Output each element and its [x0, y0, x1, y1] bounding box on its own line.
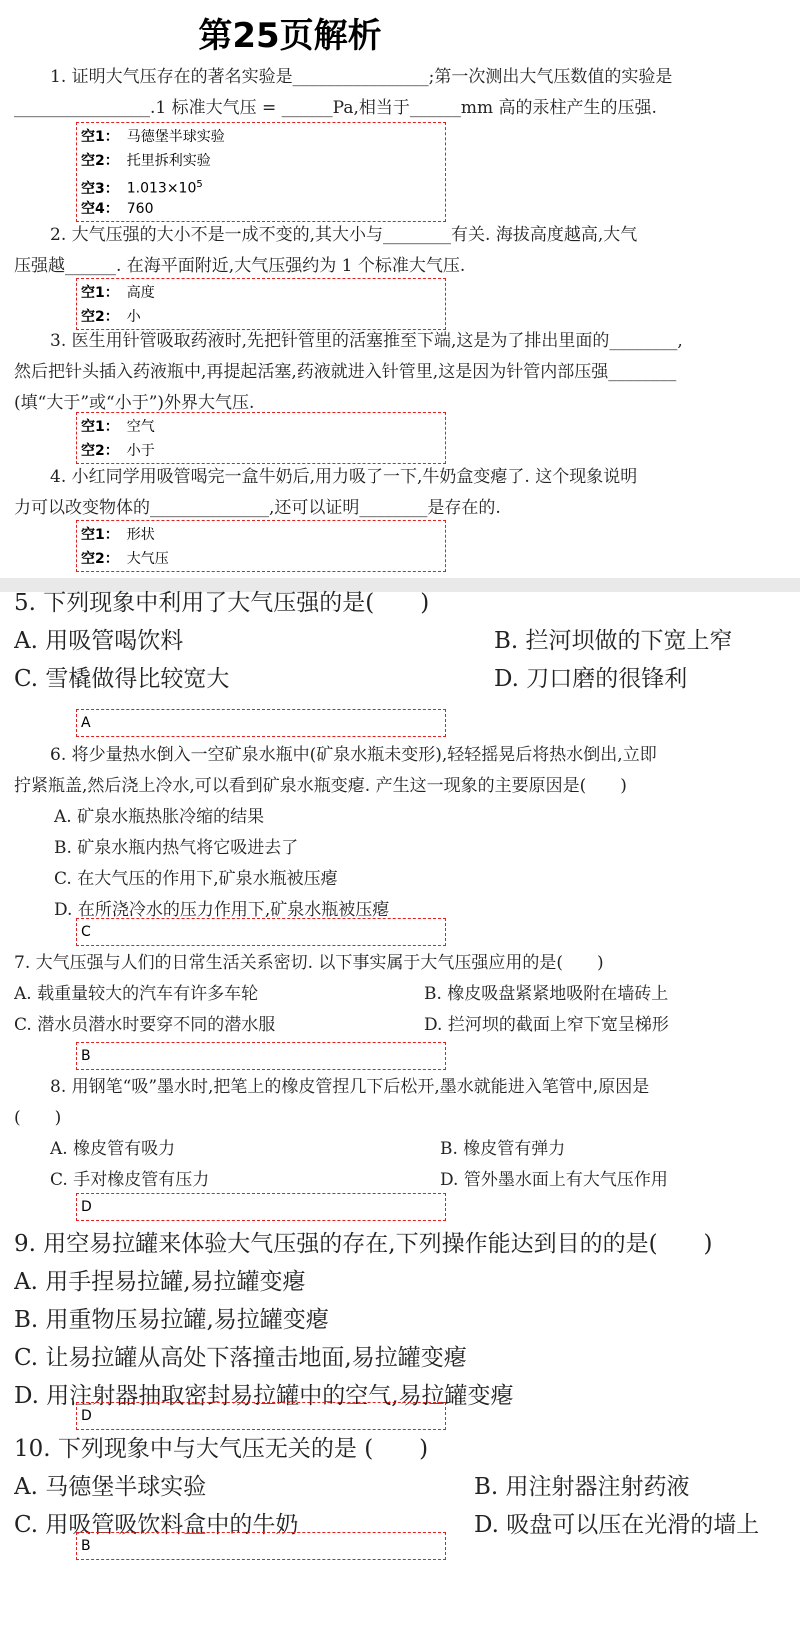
answer-row: 空1： 高度: [81, 285, 155, 301]
option-b: B. 矿泉水瓶内热气将它吸进去了: [54, 838, 299, 858]
question-3: [14, 326, 789, 419]
question-9-stem: 9. 用空易拉罐来体验大气压强的存在,下列操作能达到目的的是( ): [14, 1231, 713, 1257]
question-5-options-row-1: [14, 622, 789, 660]
option-c: C. 潜水员潜水时要穿不同的潜水服: [14, 1015, 276, 1035]
answer-row: 空3： $1.013\times 10^5$: [81, 179, 203, 197]
answer-box-6: [76, 918, 446, 946]
answer-value: D: [81, 1199, 92, 1215]
question-5-options-row-2: [14, 660, 789, 698]
option-b: B. 用重物压易拉罐,易拉罐变瘪: [14, 1307, 329, 1333]
question-4-line-1: 4. 小红同学用吸管喝完一盒牛奶后,用力吸了一下,牛奶盒变瘪了. 这个现象说明: [50, 467, 638, 487]
question-10-options-row-1: [14, 1468, 789, 1506]
question-2: [14, 220, 789, 282]
question-8-line-1: 8. 用钢笔“吸”墨水时,把笔上的橡皮管捏几下后松开,墨水就能进入笔管中,原因是: [50, 1077, 650, 1097]
question-7-options-row-2: [14, 1010, 789, 1041]
answer-row: 空2： 托里拆利实验: [81, 153, 211, 169]
option-d: D. 管外墨水面上有大气压作用: [440, 1170, 668, 1190]
question-5-stem: 5. 下列现象中利用了大气压强的是( ): [14, 590, 430, 616]
question-7: [14, 948, 789, 1041]
option-c: C. 用吸管吸饮料盒中的牛奶: [14, 1512, 299, 1538]
answer-box-2: [76, 278, 446, 330]
option-c: C. 雪橇做得比较宽大: [14, 666, 230, 692]
option-b: B. 橡皮吸盘紧紧地吸附在墙砖上: [424, 984, 669, 1004]
answer-box-5: [76, 709, 446, 737]
question-1: [14, 62, 789, 124]
option-b: B. 用注射器注射药液: [474, 1474, 690, 1500]
question-1-line-2: ________________.1 标准大气压 = ______Pa,相当于______mm 高的汞柱产生的压强.: [14, 98, 657, 118]
question-8: [14, 1072, 789, 1196]
question-2-line-2: 压强越______. 在海平面附近,大气压强约为 1 个标准大气压.: [14, 256, 466, 276]
option-a: A. 马德堡半球实验: [14, 1474, 207, 1500]
question-2-line-1: 2. 大气压强的大小不是一成不变的,其大小与________有关. 海拔高度越高,大气: [50, 225, 638, 245]
question-8-line-2: ( ): [14, 1108, 62, 1128]
question-4-line-2: 力可以改变物体的______________,还可以证明________是存在的.: [14, 498, 501, 518]
option-a: A. 矿泉水瓶热胀冷缩的结果: [54, 807, 265, 827]
answer-value: C: [81, 924, 91, 940]
question-6: [14, 740, 789, 926]
option-d: D. 拦河坝的截面上窄下宽呈梯形: [424, 1015, 669, 1035]
answer-value: B: [81, 1538, 91, 1554]
question-6-line-2: 拧紧瓶盖,然后浇上冷水,可以看到矿泉水瓶变瘪. 产生这一现象的主要原因是( ): [14, 776, 627, 796]
answer-box-10: [76, 1532, 446, 1560]
answer-value: D: [81, 1408, 92, 1424]
option-a: A. 用吸管喝饮料: [14, 628, 184, 654]
question-8-options-row-1: [14, 1134, 789, 1165]
answer-row: 空1： 形状: [81, 527, 155, 543]
option-c: C. 在大气压的作用下,矿泉水瓶被压瘪: [54, 869, 338, 889]
question-8-options-row-2: [14, 1165, 789, 1196]
question-7-options-row-1: [14, 979, 789, 1010]
answer-row: 空2： 大气压: [81, 551, 169, 567]
answer-row: 空2： 小: [81, 309, 141, 325]
answer-value: B: [81, 1048, 91, 1064]
option-c: C. 让易拉罐从高处下落撞击地面,易拉罐变瘪: [14, 1345, 467, 1371]
question-4: [14, 462, 789, 524]
answer-row: 空1： 空气: [81, 419, 155, 435]
question-3-line-3: (填“大于”或“小于”)外界大气压.: [14, 393, 255, 413]
question-6-line-1: 6. 将少量热水倒入一空矿泉水瓶中(矿泉水瓶未变形),轻轻摇晃后将热水倒出,立即: [50, 745, 657, 765]
question-10-stem: 10. 下列现象中与大气压无关的是 ( ): [14, 1436, 429, 1462]
answer-box-7: [76, 1042, 446, 1070]
question-9: [14, 1225, 789, 1415]
question-7-stem: 7. 大气压强与人们的日常生活关系密切. 以下事实属于大气压强应用的是( ): [14, 953, 604, 973]
answer-row: 空4： 760: [81, 201, 154, 217]
question-10: [14, 1430, 789, 1544]
option-d: D. 刀口磨的很锋利: [494, 666, 688, 692]
question-3-line-2: 然后把针头插入药液瓶中,再提起活塞,药液就进入针管里,这是因为针管内部压强________: [14, 362, 677, 382]
option-d: D. 吸盘可以压在光滑的墙上: [474, 1512, 760, 1538]
page-title: 第25页解析: [198, 16, 382, 56]
question-1-line-1: 1. 证明大气压存在的著名实验是________________;第一次测出大气压数值的实验是: [50, 67, 673, 87]
answer-box-4: [76, 520, 446, 572]
answer-box-8: [76, 1193, 446, 1221]
option-a: A. 橡皮管有吸力: [50, 1139, 176, 1159]
answer-row: 空2： 小于: [81, 443, 155, 459]
answer-box-3: [76, 412, 446, 464]
option-a: A. 载重量较大的汽车有许多车轮: [14, 984, 259, 1004]
option-b: B. 橡皮管有弹力: [440, 1139, 566, 1159]
answer-box-9: [76, 1402, 446, 1430]
answer-value: A: [81, 715, 91, 731]
option-d: D. 用注射器抽取密封易拉罐中的空气,易拉罐变瘪: [14, 1383, 514, 1409]
question-5: [14, 584, 789, 698]
option-c: C. 手对橡皮管有压力: [50, 1170, 210, 1190]
option-b: B. 拦河坝做的下宽上窄: [494, 628, 733, 654]
question-3-line-1: 3. 医生用针管吸取药液时,先把针管里的活塞推至下端,这是为了排出里面的________,: [50, 331, 683, 351]
option-d: D. 在所浇冷水的压力作用下,矿泉水瓶被压瘪: [54, 900, 390, 920]
option-a: A. 用手捏易拉罐,易拉罐变瘪: [14, 1269, 306, 1295]
answer-row: 空1： 马德堡半球实验: [81, 129, 225, 145]
answer-box-1: [76, 122, 446, 222]
